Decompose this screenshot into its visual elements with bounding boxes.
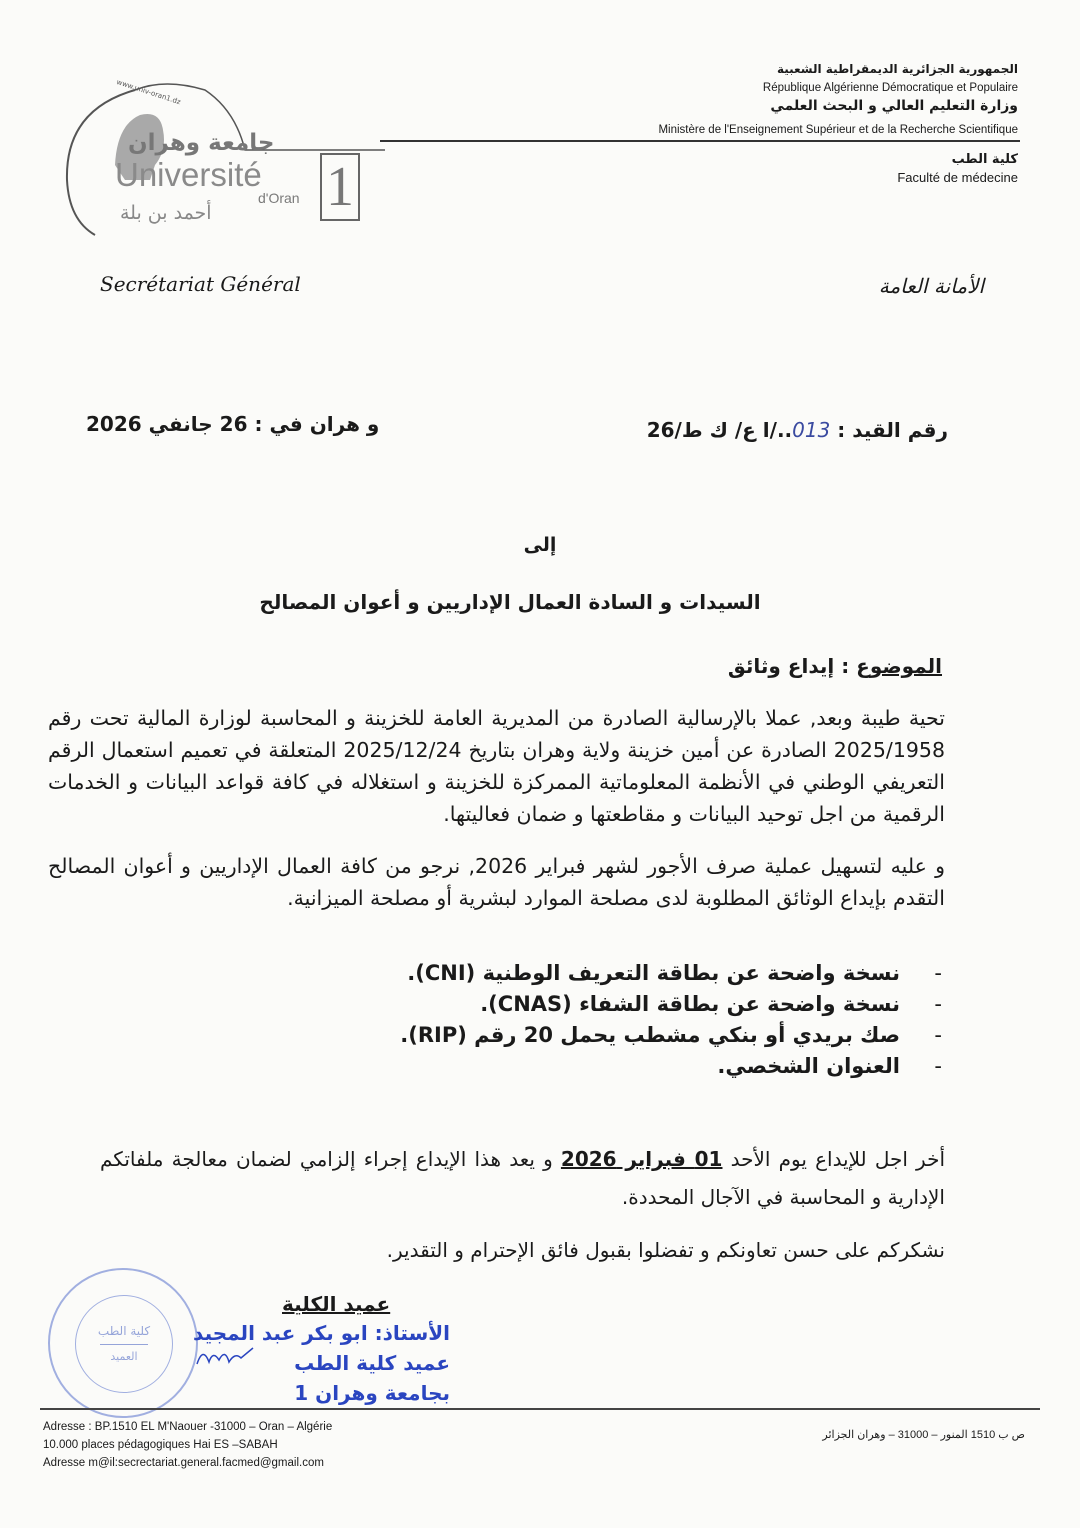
list-item-text: نسخة واضحة عن بطاقة التعريف الوطنية (CNI). <box>407 961 900 985</box>
footer-address-fr <box>43 1418 332 1472</box>
secretariat-fr: Secrétariat Général <box>100 272 301 296</box>
secretariat-ar: الأمانة العامة <box>878 274 984 298</box>
closing-line: نشكركم على حسن تعاونكم و تفضلوا بقبول فائق الإحترام و التقدير. <box>386 1238 945 1262</box>
footer-address-ar: ص ب 1510 المنور – 31000 – وهران الجزائر <box>822 1429 1025 1441</box>
footer-address: Adresse : BP.1510 EL M'Naouer -31000 – Oran – Algérie <box>43 1421 333 1433</box>
footer-places: 10.000 places pédagogiques Hai ES –SABAH <box>43 1439 278 1451</box>
logo-city-fr: d'Oran <box>258 190 300 206</box>
deadline-paragraph <box>100 1140 945 1216</box>
footer-divider <box>40 1408 1040 1410</box>
logo-name-fr: Université <box>115 156 262 193</box>
official-stamp <box>48 1268 198 1418</box>
stamp-inner-ring <box>75 1295 173 1393</box>
logo-number-box: 1 <box>320 153 360 221</box>
required-documents-list <box>400 958 942 1082</box>
list-item <box>400 958 942 989</box>
stamp-dean: العميد <box>110 1350 138 1363</box>
list-dash: - <box>934 961 942 985</box>
header-divider <box>380 140 1020 142</box>
logo-url: www.univ-oran1.dz <box>115 78 182 107</box>
signature-role: عميد كلية الطب <box>294 1351 450 1375</box>
ministry-fr: Ministère de l'Enseignement Supérieur et de la Recherche Scientifique <box>658 124 1018 136</box>
list-dash: - <box>934 992 942 1016</box>
signature-name: الأستاذ: ابو بكر عبد المجيد <box>193 1321 450 1345</box>
republic-fr: République Algérienne Démocratique et Populaire <box>762 82 1018 94</box>
reference-label: رقم القيد : <box>830 418 948 442</box>
list-dash: - <box>934 1054 942 1078</box>
list-item <box>400 1020 942 1051</box>
list-item <box>400 1051 942 1082</box>
deadline-date: 01 فبراير 2026 <box>560 1147 723 1171</box>
deadline-before: أخر اجل للإيداع يوم الأحد <box>722 1147 945 1171</box>
ministry-ar: وزارة التعليم العالي و البحث العلمي <box>770 98 1018 114</box>
list-item-text: صك بريدي أو بنكي مشطب يحمل 20 رقم (RIP). <box>400 1023 900 1047</box>
list-item-text: العنوان الشخصي. <box>717 1054 900 1078</box>
list-item-text: نسخة واضحة عن بطاقة الشفاء (CNAS). <box>480 992 900 1016</box>
body-paragraph-2: و عليه لتسهيل عملية صرف الأجور لشهر فبراير 2026, نرجو من كافة العمال الإداريين و أعوان المصالح التقدم بإيداع الوثائق المطلوبة لدى مصلحة الموارد لبشرية أو مصلحة الميزانية. <box>48 854 945 910</box>
signature-university: بجامعة وهران 1 <box>294 1381 450 1405</box>
reference-number <box>647 418 948 442</box>
deadline-after: و يعد هذا الإيداع إجراء إلزامي لضمان معالجة ملفاتكم الإدارية و المحاسبة في الآجال المحددة. <box>100 1147 945 1209</box>
body-paragraph-1: تحية طيبة وبعد, عملا بالإرسالية الصادرة من المديرية العامة للخزينة و المحاسبة لوزارة المالية تحت رقم 2025/1958 الصادرة عن أمين خزينة ولاية وهران بتاريخ 2025/12/24 المتعلقة في تعميم استعمال الرقم التعريفي الوطني في الأنظمة المعلوماتية الممركزة للخزينة و استغلاله في كافة قواعد البيانات و الخدمات الرقمية من اجل توحيد البيانات و مقاطعتها و ضمان فعاليتها. <box>48 706 945 826</box>
list-item <box>400 989 942 1020</box>
list-dash: - <box>934 1023 942 1047</box>
stamp-faculty: كلية الطب <box>97 1324 151 1338</box>
addressee-recipients: السيدات و السادة العمال الإداريين و أعوان المصالح <box>259 590 761 614</box>
reference-handwritten: 013 <box>792 418 831 442</box>
reference-suffix: ../ا ع/ ك ط/26 <box>646 418 793 442</box>
handwritten-signature-icon <box>195 1342 255 1372</box>
addressee-to: إلى <box>523 534 557 556</box>
faculty-fr: Faculté de médecine <box>897 170 1018 185</box>
footer-email: Adresse m@il:secrectariat.general.facmed@gmail.com <box>43 1457 324 1469</box>
subject-line <box>728 654 942 678</box>
logo-name-ar: جامعة وهران <box>128 130 275 156</box>
logo-subname-ar: أحمد بن بلة <box>120 202 212 224</box>
republic-ar: الجمهورية الجزائرية الديمقراطية الشعبية <box>776 62 1018 76</box>
faculty-ar: كلية الطب <box>951 152 1018 167</box>
subject-value: : إيداع وثائق <box>727 654 857 678</box>
stamp-divider <box>100 1344 148 1345</box>
signature-title: عميد الكلية <box>282 1292 391 1316</box>
subject-label: الموضوع <box>856 654 942 678</box>
document-date: و هران في : 26 جانفي 2026 <box>86 412 380 436</box>
